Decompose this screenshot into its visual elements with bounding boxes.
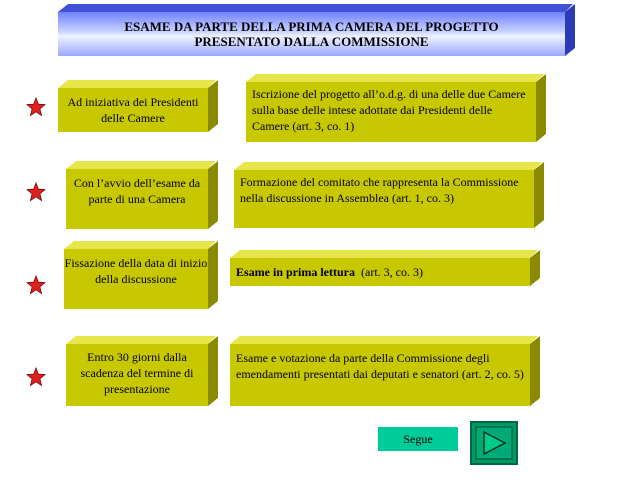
action-box-1 bbox=[246, 82, 536, 142]
red-star-icon bbox=[26, 367, 46, 387]
action-bold-3: Esame in prima lettura bbox=[236, 265, 355, 279]
action-box-2 bbox=[234, 170, 534, 228]
title-banner bbox=[58, 12, 565, 56]
play-triangle-icon bbox=[472, 423, 516, 463]
trigger-box-3 bbox=[64, 249, 208, 309]
trigger-text-1: Ad iniziativa dei Presidenti delle Camere bbox=[58, 88, 208, 132]
red-star-icon bbox=[26, 182, 46, 202]
title-line-2: PRESENTATO DALLA COMMISSIONE bbox=[194, 34, 429, 49]
title-line-1: ESAME DA PARTE DELLA PRIMA CAMERA DEL PROGETTO bbox=[124, 19, 499, 34]
action-box-3 bbox=[230, 258, 530, 286]
trigger-box-1 bbox=[58, 88, 208, 132]
red-star-icon bbox=[26, 275, 46, 295]
segue-button[interactable]: Segue bbox=[378, 427, 458, 451]
trigger-text-4: Entro 30 giorni dalla scadenza del termine di presentazione bbox=[66, 344, 208, 406]
action-text-3 bbox=[230, 258, 530, 286]
action-ref-3: (art. 3, co. 3) bbox=[355, 265, 423, 279]
trigger-text-2: Con l’avvio dell’esame da parte di una Camera bbox=[66, 169, 208, 229]
action-text-2: Formazione del comitato che rappresenta la Commissione nella discussione in Assemblea (art. 1, co. 3) bbox=[234, 170, 534, 228]
next-button[interactable] bbox=[470, 421, 518, 465]
action-text-1: Iscrizione del progetto all’o.d.g. di una delle due Camere sulla base delle intese adottate dai Presidenti delle Camere (art. 3, co. 1) bbox=[246, 82, 536, 142]
red-star-icon bbox=[26, 97, 46, 117]
trigger-box-4 bbox=[66, 344, 208, 406]
action-text-4: Esame e votazione da parte della Commissione degli emendamenti presentati dai deputati e senatori (art. 2, co. 5) bbox=[230, 344, 530, 406]
action-box-4 bbox=[230, 344, 530, 406]
trigger-text-3: Fissazione della data di inizio della discussione bbox=[64, 249, 208, 309]
trigger-box-2 bbox=[66, 169, 208, 229]
